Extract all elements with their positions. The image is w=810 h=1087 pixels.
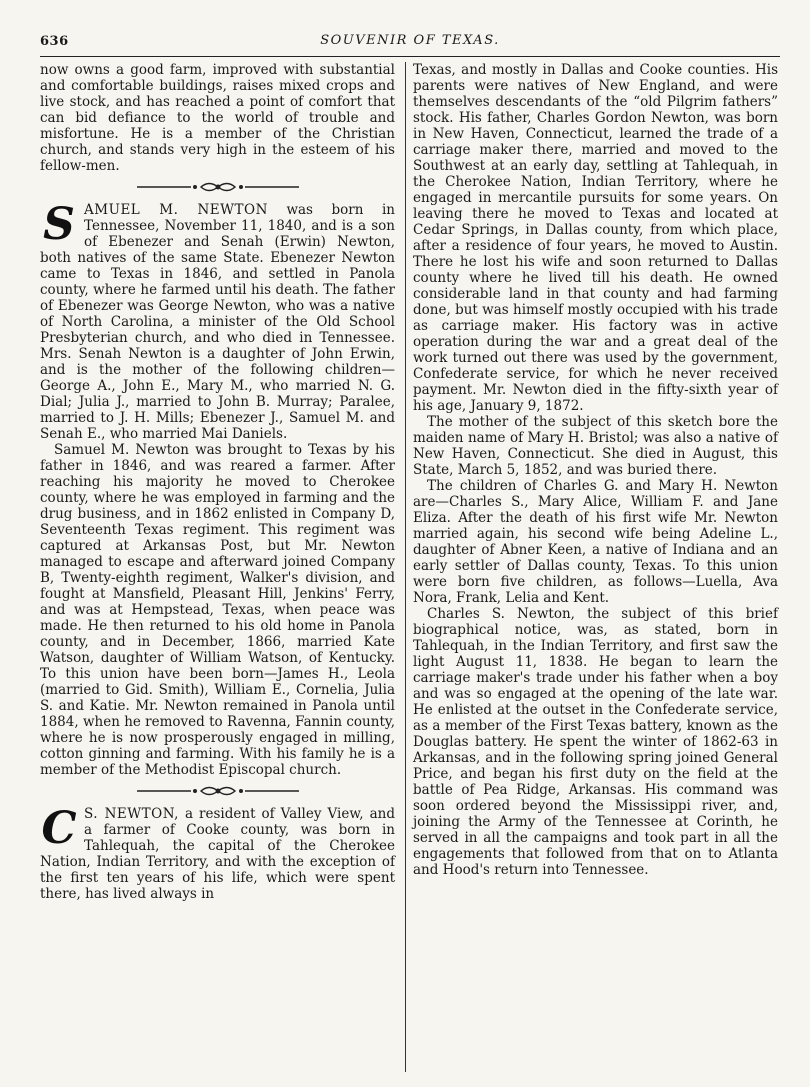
- entry-name: AMUEL M. NEWTON: [84, 202, 268, 218]
- paragraph: Texas, and mostly in Dallas and Cooke counties. His parents were natives of New England, and were themselves descendants of the “old Pilgrim fathers” stock. His father, Charles Gordon Newton, was born in New Haven, Connecticut, learned the trade of a carriage maker there, married and moved to the Southwest at an early day, settling at Tahlequah, in the Cherokee Nation, Indian Territory, where he engaged in mercantile pursuits for some years. On leaving there he moved to Texas and located at Cedar Springs, in Dallas county, from which place, after a residence of four years, he moved to Austin. There he lost his wife and soon returned to Dallas county where he lived till his death. He owned considerable land in that county and had farming done, but was himself mostly occupied with his trade as carriage maker. His factory was in active operation during the war and a great deal of the work turned out there was used by the government, Confederate service, for which he never received payment. Mr. Newton died in the fifty-sixth year of his age, January 9, 1872.: [413, 62, 778, 414]
- continuation-paragraph: now owns a good farm, improved with substantial and comfortable buildings, raises mixed crops and live stock, and has reached a point of comfort that can bid defiance to the world of trouble and misfortune. He is a member of the Christian church, and stands very high in the esteem of his fellow-men.: [40, 62, 395, 174]
- entry-name: S. NEWTON,: [84, 806, 179, 822]
- paragraph: The mother of the subject of this sketch bore the maiden name of Mary H. Bristol; was also a native of New Haven, Connecticut. She died in August, this State, March 5, 1852, and was buried there.: [413, 414, 778, 478]
- ornament-divider-icon: [133, 180, 303, 194]
- dropcap-letter: C: [41, 803, 77, 854]
- column-divider: [405, 62, 406, 1072]
- paragraph: Charles S. Newton, the subject of this brief biographical notice, was, as stated, born in Tahlequah, in the Indian Territory, and first saw the light August 11, 1838. He began to learn the carriage maker's trade under his father when a boy and was so engaged at the opening of the late war. He enlisted at the outset in the Confederate service, as a member of the First Texas battery, known as the Douglas battery. He spent the winter of 1862-63 in Arkansas, and in the following spring joined General Price, and began his first duty on the field at the battle of Pea Ridge, Arkansas. His command was soon ordered beyond the Mississippi river, and, joining the Army of the Tennessee at Corinth, he served in all the campaigns and took part in all the engagements that followed from that on to Atlanta and Hood's return into Tennessee.: [413, 606, 778, 878]
- entry-paragraph: Samuel M. Newton was brought to Texas by his father in 1846, and was reared a farmer. After reaching his majority he moved to Cherokee county, where he was employed in farming and the drug business, and in 1862 enlisted in Company D, Seventeenth Texas regiment. This regiment was captured at Arkansas Post, but Mr. Newton managed to escape and afterward joined Company B, Twenty-eighth regiment, Walker's division, and fought at Mansfield, Pleasant Hill, Jenkins' Ferry, and was at Hempstead, Texas, when peace was made. He then returned to his old home in Panola county, and in December, 1866, married Kate Watson, daughter of William Watson, of Kentucky. To this union have been born—James H., Leola (married to Gid. Smith), William E., Cornelia, Julia S. and Katie. Mr. Newton remained in Panola until 1884, when he removed to Ravenna, Fannin county, where he is now prosperously engaged in milling, cotton ginning and farming. With his family he is a member of the Methodist Episcopal church.: [40, 442, 395, 778]
- page-number: 636: [40, 34, 69, 49]
- ornament-divider-icon: [133, 784, 303, 798]
- entry-first-paragraph: [40, 199, 395, 442]
- entry-charles-newton: [40, 803, 395, 902]
- right-column: [413, 62, 778, 878]
- running-head: [40, 30, 780, 54]
- paragraph: The children of Charles G. and Mary H. Newton are—Charles S., Mary Alice, William F. and Jane Eliza. After the death of his first wife Mr. Newton married again, his second wife being Adeline L., daughter of Abner Keen, a native of Indiana and an early settler of Dallas county, Texas. To this union were born five children, as follows—Luella, Ava Nora, Frank, Lelia and Kent.: [413, 478, 778, 606]
- header-rule: [40, 56, 780, 57]
- entry-first-paragraph: [40, 803, 395, 902]
- entry-samuel-newton: [40, 199, 395, 778]
- left-column: [40, 62, 395, 902]
- running-title: SOUVENIR OF TEXAS.: [320, 33, 500, 48]
- dropcap-letter: S: [43, 199, 75, 250]
- entry-text: was born in Tennessee, November 11, 1840, and is a son of Ebenezer and Senah (Erwin) Newton, both natives of the same State. Ebenezer Newton came to Texas in 1846, and settled in Panola county, where he farmed until his death. The father of Ebenezer was George Newton, who was a native of North Carolina, a minister of the Old School Presbyterian church, and who died in Tennessee. Mrs. Senah Newton is a daughter of John Erwin, and is the mother of the following children—George A., John E., Mary M., who married N. G. Dial; Julia J., married to John B. Murray; Paralee, married to J. H. Mills; Ebenezer J., Samuel M. and Senah E., who married Mai Daniels.: [40, 202, 395, 442]
- entry-text: a resident of Valley View, and a farmer of Cooke county, was born in Tahlequah, the capital of the Cherokee Nation, Indian Territory, and with the exception of the first ten years of his life, which were spent there, has lived always in: [40, 806, 395, 902]
